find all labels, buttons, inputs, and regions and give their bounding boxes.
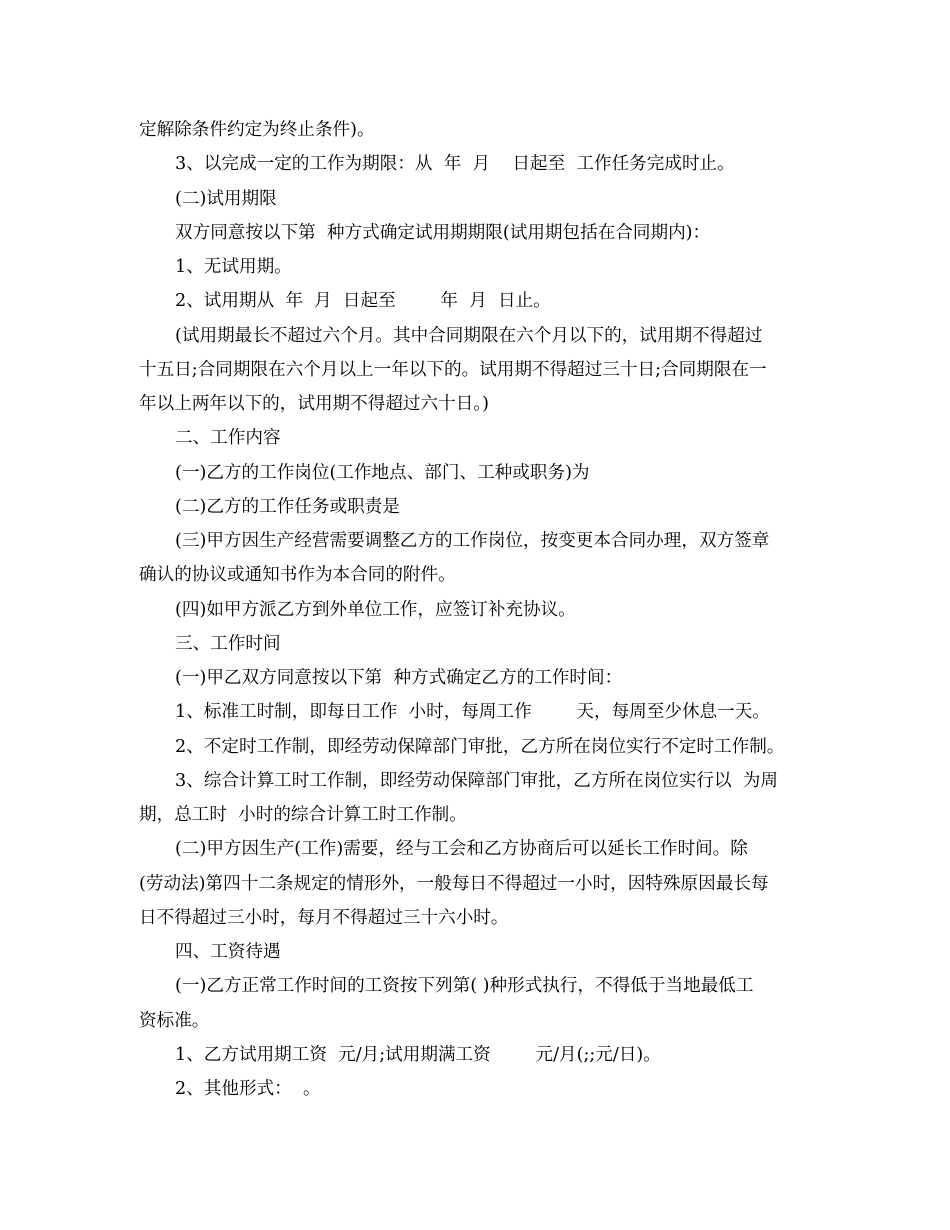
text-line: 3、综合计算工时工作制，即经劳动保障部门审批，乙方所在岗位实行以 为周 [175,770,778,791]
text-line: 2、试用期从 年 月 日起至 年 月 日止。 [175,291,551,312]
text-line: 1、标准工时制，即每日工作 小时，每周工作 天，每周至少休息一天。 [175,702,770,723]
text-line: 十五日;合同期限在六个月以上一年以下的。试用期不得超过三十日;合同期限在一 [139,359,767,380]
text-line: (二)甲方因生产(工作)需要，经与工会和乙方协商后可以延长工作时间。除 [175,839,748,860]
text-line: (试用期最长不超过六个月。其中合同期限在六个月以下的，试用期不得超过 [175,325,763,346]
document-body [139,113,819,1106]
text-line: 1、乙方试用期工资 元/月;试用期满工资 元/月(;;元/日)。 [175,1044,661,1065]
text-line: (二)乙方的工作任务或职责是 [175,496,400,517]
section-heading: 四、工资待遇 [175,942,281,962]
text-line: 双方同意按以下第 种方式确定试用期期限(试用期包括在合同期内)： [175,222,711,243]
text-line: (劳动法)第四十二条规定的情形外，一般每日不得超过一小时，因特殊原因最长每 [139,873,769,894]
section-heading: (二)试用期限 [175,188,277,209]
section-heading: 二、工作内容 [175,428,281,449]
text-line: 2、不定时工作制，即经劳动保障部门审批，乙方所在岗位实行不定时工作制。 [175,736,785,757]
text-line: (一)甲乙双方同意按以下第 种方式确定乙方的工作时间： [175,668,623,688]
text-line: 日不得超过三小时，每月不得超过三十六小时。 [139,907,509,928]
text-line: 定解除条件约定为终止条件)。 [139,120,375,140]
text-line: 期，总工时 小时的综合计算工时工作制。 [139,805,467,825]
text-line: (一)乙方的工作岗位(工作地点、部门、工种或职务)为 [175,462,590,483]
text-line: 确认的协议或通知书作为本合同的附件。 [139,565,456,586]
text-line: (三)甲方因生产经营需要调整乙方的工作岗位，按变更本合同办理，双方签章 [175,531,770,551]
text-line: 2、其他形式： 。 [175,1079,321,1099]
text-line: 资标准。 [139,1010,210,1031]
text-line: 1、无试用期。 [175,257,292,277]
text-line: (一)乙方正常工作时间的工资按下列第( )种形式执行，不得低于当地最低工 [175,976,754,997]
section-heading: 三、工作时间 [175,633,281,654]
text-line: (四)如甲方派乙方到外单位工作，应签订补充协议。 [175,599,576,620]
text-line: 年以上两年以下的，试用期不得超过六十日。) [139,394,489,414]
text-line: 3、以完成一定的工作为期限：从 年 月 日起至 工作任务完成时止。 [175,154,735,175]
